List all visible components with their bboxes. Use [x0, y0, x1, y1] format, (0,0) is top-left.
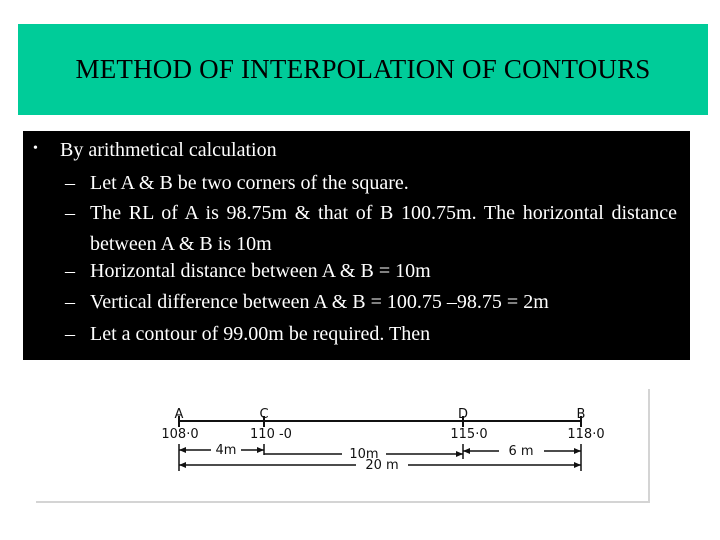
point-label: B: [576, 407, 586, 422]
point-value: 118·0: [567, 427, 605, 442]
point-label: D: [457, 407, 469, 422]
point-label: A: [174, 407, 184, 422]
sub-item-text: Horizontal distance between A & B = 10m: [90, 260, 431, 282]
sub-item-text: Let a contour of 99.00m be required. Then: [90, 323, 431, 345]
sub-item: [65, 287, 677, 318]
bullet-mark: •: [33, 141, 38, 156]
arrowheads: [456, 451, 463, 457]
sub-item: [65, 319, 677, 350]
sub-item: [65, 256, 677, 287]
point-value: 115·0: [450, 427, 488, 442]
dimension-label: 4m: [215, 443, 237, 458]
dimension-label: 6 m: [508, 444, 534, 459]
content-box: [23, 131, 690, 360]
point-label: C: [259, 407, 269, 422]
sub-item-text: The RL of A is 98.75m & that of B 100.75m. The horizontal distance between A & B is 10m: [90, 202, 677, 255]
dash: –: [65, 202, 75, 224]
main-bullet: [31, 139, 277, 162]
sub-item-text: Vertical difference between A & B = 100.75 –98.75 = 2m: [90, 291, 549, 313]
dimension-label: 20 m: [365, 458, 399, 473]
dash: –: [65, 323, 75, 345]
sub-item-text: Let A & B be two corners of the square.: [90, 172, 409, 194]
figure-drawing: [36, 389, 648, 501]
dash: –: [65, 172, 75, 194]
point-value: 108·0: [161, 427, 199, 442]
sub-item: [65, 198, 677, 260]
sub-item: [65, 168, 677, 199]
point-value: 110 -0: [250, 427, 292, 442]
slide-title: METHOD OF INTERPOLATION OF CONTOURS: [75, 54, 651, 84]
interpolation-figure: [36, 389, 650, 503]
bullet-text: By arithmetical calculation: [60, 139, 277, 161]
dash: –: [65, 291, 75, 313]
title-bar: [18, 24, 708, 115]
dash: –: [65, 260, 75, 282]
dimension-label: 10m: [349, 447, 379, 462]
